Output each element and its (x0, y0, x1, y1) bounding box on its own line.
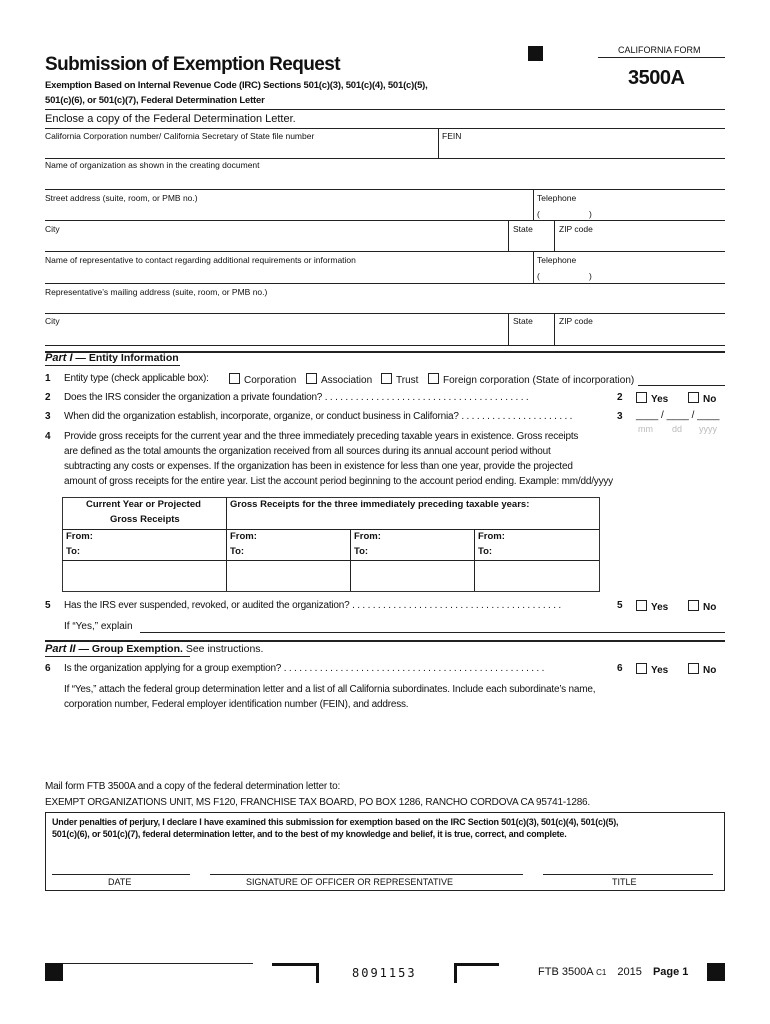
perjury-line2: 501(c)(6), or 501(c)(7), federal determination letter, and to the best of my knowledge and belief, it is true, correct, and complete. (52, 829, 567, 839)
q4-text-line2: are defined as the total amounts the organization received from all sources during its annual account period without (64, 446, 551, 457)
q6-line-number: 6 (617, 663, 623, 674)
q4-text-line1: Provide gross receipts for the current year and the three immediately preceding taxable years in existence. Gross receipts (64, 431, 579, 442)
title-caption: TITLE (612, 877, 637, 887)
part1-heading-rest: — Entity Information (72, 352, 179, 364)
checkbox[interactable] (636, 392, 647, 403)
field-rule (45, 251, 725, 252)
q5-text: Has the IRS ever suspended, revoked, or audited the organization? . . . . . . . . . . . . . . . . . . . . . . . . . . . . . . . . . . . . . . . . . (64, 600, 561, 611)
field-rule (45, 220, 725, 221)
gross-receipts-grid (62, 497, 600, 592)
org-name-input[interactable] (45, 170, 725, 188)
no-label: No (703, 394, 717, 405)
checkbox[interactable] (428, 373, 439, 384)
field-rule (45, 128, 725, 129)
form-subtitle-line2: 501(c)(6), or 501(c)(7), Federal Determination Letter (45, 95, 265, 106)
no-label: No (703, 665, 717, 676)
state-input[interactable] (510, 233, 552, 251)
footer-rule (63, 963, 253, 964)
telephone2-paren-open: ( (537, 271, 540, 281)
grid-from-4[interactable]: From: (478, 531, 505, 542)
q3-number: 3 (45, 411, 51, 422)
checkbox[interactable] (381, 373, 392, 384)
grid-to-1[interactable]: To: (66, 546, 81, 557)
state2-input[interactable] (510, 326, 552, 344)
q2-line-number: 2 (617, 392, 623, 403)
fein-input[interactable] (440, 140, 725, 158)
grid-from-3[interactable]: From: (354, 531, 381, 542)
form-title: Submission of Exemption Request (45, 54, 340, 75)
grid-from-1[interactable]: From: (66, 531, 93, 542)
date-caption: DATE (108, 877, 132, 887)
rep-address-label: Representative’s mailing address (suite, room, or PMB no.) (45, 287, 268, 297)
foreign-state-input[interactable] (638, 372, 725, 386)
mail-line2: EXEMPT ORGANIZATIONS UNIT, MS F120, FRANCHISE TAX BOARD, PO BOX 1286, RANCHO CORDOVA CA 95741-1286. (45, 797, 590, 808)
q5-yes[interactable] (636, 600, 668, 613)
part2-rule (45, 640, 725, 642)
q6-yes[interactable] (636, 663, 668, 676)
date-dd-hint: dd (672, 424, 683, 434)
corner-mark-left (272, 963, 319, 983)
q1-option-foreign[interactable] (428, 373, 634, 386)
field-divider (508, 220, 509, 251)
telephone2-paren-close: ) (589, 271, 592, 281)
q2-number: 2 (45, 392, 51, 403)
grid-head-preceding: Gross Receipts for the three immediately preceding taxable years: (230, 499, 530, 510)
grid-head-current-l2: Gross Receipts (110, 514, 180, 525)
enclose-instruction: Enclose a copy of the Federal Determination Letter. (45, 113, 296, 125)
telephone2-input[interactable] (535, 264, 725, 282)
org-name-label: Name of organization as shown in the creating document (45, 160, 260, 170)
part2-heading-tail: See instructions. (182, 643, 264, 655)
q2-no[interactable] (688, 392, 716, 405)
q6-note-line1: If “Yes,” attach the federal group determination letter and a list of all California subordinates. Include each subordinate’s name, (64, 684, 596, 695)
yes-label: Yes (651, 602, 669, 613)
street-label: Street address (suite, room, or PMB no.) (45, 193, 198, 203)
registration-mark-bottom-left (45, 963, 63, 981)
checkbox[interactable] (229, 373, 240, 384)
grid-to-3[interactable]: To: (354, 546, 369, 557)
part2-heading-bold: Part II (45, 643, 76, 655)
part2-heading-rest: — Group Exemption. (75, 643, 183, 655)
grid-rule (62, 560, 599, 561)
no-label: No (703, 602, 717, 613)
q3-line-number: 3 (617, 411, 623, 422)
field-rule (45, 189, 725, 190)
part1-heading-underline (45, 365, 180, 366)
zip2-input[interactable] (556, 326, 725, 344)
option-label: Trust (396, 375, 419, 386)
q6-no[interactable] (688, 663, 716, 676)
field-rule (45, 313, 725, 314)
option-label: Corporation (244, 375, 297, 386)
checkbox[interactable] (306, 373, 317, 384)
field-divider (554, 313, 555, 345)
rep-name-label: Name of representative to contact regarding additional requirements or information (45, 255, 356, 265)
california-form-label: CALIFORNIA FORM (618, 45, 701, 55)
checkbox[interactable] (688, 663, 699, 674)
field-rule (45, 283, 725, 284)
field-rule (45, 345, 725, 346)
zip-label: ZIP code (559, 224, 593, 234)
signature-caption: SIGNATURE OF OFFICER OR REPRESENTATIVE (246, 877, 454, 887)
checkbox[interactable] (688, 600, 699, 611)
field-divider (533, 251, 534, 283)
q3-date-input[interactable]: ____ / ____ / ____ (636, 410, 720, 421)
q2-text: Does the IRS consider the organization a private foundation? . . . . . . . . . . . . . . . . . . . . . . . . . . . . . . . . . . . . . . . . (64, 392, 529, 403)
telephone-label: Telephone (537, 193, 577, 203)
date-yyyy-hint: yyyy (699, 424, 717, 434)
field-divider (554, 220, 555, 251)
q6-number: 6 (45, 663, 51, 674)
year: 2015 (617, 966, 642, 978)
page-number: Page 1 (652, 966, 689, 978)
zip2-label: ZIP code (559, 316, 593, 326)
q4-text-line4: amount of gross receipts for the entire year. List the account period beginning to the account period ending. Example: mm/dd/yyyy (64, 476, 613, 487)
field-divider (533, 189, 534, 220)
telephone-input[interactable] (535, 202, 725, 220)
q5-number: 5 (45, 600, 51, 611)
grid-rule (62, 529, 599, 530)
rep-name-input[interactable] (45, 264, 531, 282)
part1-heading (45, 352, 179, 364)
city-input[interactable] (45, 233, 506, 251)
q5-line-number: 5 (617, 600, 623, 611)
header-rule (598, 57, 725, 58)
registration-mark-top (528, 46, 543, 61)
q5-no[interactable] (688, 600, 716, 613)
part2-heading (45, 643, 263, 655)
footer-form-id (538, 966, 688, 978)
fein-label: FEIN (442, 131, 462, 141)
city2-label: City (45, 316, 60, 326)
q3-text: When did the organization establish, incorporate, organize, or conduct business in California? . . . . . . . . . . . . . . . . . . . . . . (64, 411, 573, 422)
date-mm-hint: mm (638, 424, 653, 434)
q5-explain-input[interactable] (140, 620, 725, 633)
title-rule (45, 109, 725, 110)
form-id: FTB 3500A (538, 966, 594, 978)
q1-option-trust[interactable] (381, 373, 418, 386)
city-label: City (45, 224, 60, 234)
grid-head-current-l1: Current Year or Projected (86, 499, 201, 510)
grid-to-4[interactable]: To: (478, 546, 493, 557)
field-divider (438, 128, 439, 158)
grid-from-2[interactable]: From: (230, 531, 257, 542)
rep-address-input[interactable] (45, 296, 725, 313)
registration-mark-bottom-right (707, 963, 725, 981)
option-label: Foreign corporation (State of incorporation) (443, 375, 635, 386)
q6-text: Is the organization applying for a group exemption? . . . . . . . . . . . . . . . . . . . . . . . . . . . . . . . . . . . . . . . . . . . . . . . . . . . (64, 663, 545, 674)
field-divider (508, 313, 509, 345)
q1-option-corporation[interactable] (229, 373, 296, 386)
yes-label: Yes (651, 665, 669, 676)
checkbox[interactable] (636, 600, 647, 611)
zip-input[interactable] (556, 233, 725, 251)
signature-input[interactable] (210, 862, 523, 875)
state2-label: State (513, 316, 533, 326)
field-rule (45, 158, 725, 159)
q4-number: 4 (45, 431, 51, 442)
telephone2-label: Telephone (537, 255, 577, 265)
title-input[interactable] (543, 862, 713, 875)
form-number: 3500A (628, 67, 685, 89)
yes-label: Yes (651, 394, 669, 405)
mail-line1: Mail form FTB 3500A and a copy of the federal determination letter to: (45, 781, 341, 792)
grid-to-2[interactable]: To: (230, 546, 245, 557)
part2-heading-underline (45, 656, 190, 657)
checkbox[interactable] (688, 392, 699, 403)
q5-explain-label: If “Yes,” explain (64, 621, 133, 632)
form-subtitle-line1: Exemption Based on Internal Revenue Code (IRC) Sections 501(c)(3), 501(c)(4), 501(c)(5), (45, 80, 428, 91)
corp-number-label: California Corporation number/ California Secretary of State file number (45, 131, 315, 141)
street-input[interactable] (45, 202, 531, 220)
date-input[interactable] (52, 862, 190, 875)
city2-input[interactable] (45, 326, 506, 344)
corp-number-input[interactable] (45, 140, 437, 158)
grid-divider (226, 497, 227, 591)
state-label: State (513, 224, 533, 234)
q1-text: Entity type (check applicable box): (64, 373, 209, 384)
barcode-number: 8091153 (352, 966, 417, 980)
q1-number: 1 (45, 373, 51, 384)
q2-yes[interactable] (636, 392, 668, 405)
option-label: Association (321, 375, 373, 386)
telephone-paren-close: ) (589, 209, 592, 219)
part1-heading-bold: Part I (45, 352, 73, 364)
perjury-line1: Under penalties of perjury, I declare I have examined this submission for exemption based on the IRC Section 501(c)(3), 501(c)(4), 501(c)(5), (52, 817, 619, 827)
q6-note-line2: corporation number, Federal employer identification number (FEIN), and address. (64, 699, 409, 710)
corner-mark-right (454, 963, 499, 983)
q1-option-association[interactable] (306, 373, 372, 386)
telephone-paren-open: ( (537, 209, 540, 219)
q4-text-line3: subtracting any costs or expenses. If the organization has been in existence for less than one year, provide the projected (64, 461, 573, 472)
checkbox[interactable] (636, 663, 647, 674)
revision: C1 (596, 968, 607, 977)
